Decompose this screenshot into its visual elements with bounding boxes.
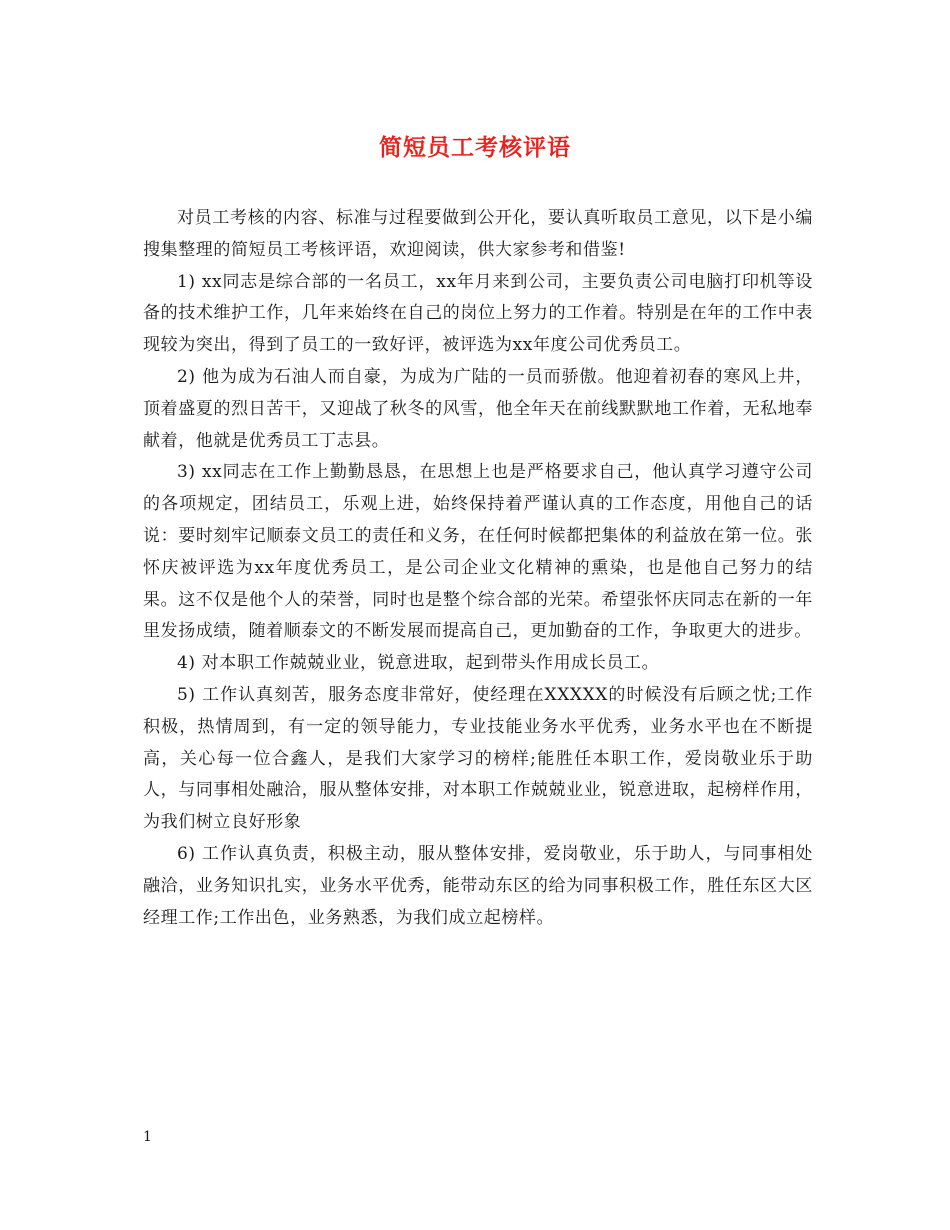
comment-paragraph-1: 1) xx同志是综合部的一名员工，xx年月来到公司，主要负责公司电脑打印机等设备的技术维护工作，几年来始终在自己的岗位上努力的工作着。特别是在年的工作中表现较为突出，得到了员工的一致好评，被评选为xx年度公司优秀员工。 xyxy=(143,271,813,356)
comment-paragraph-5: 5) 工作认真刻苦，服务态度非常好，使经理在XXXXX的时候没有后顾之忧;工作积极，热情周到，有一定的领导能力，专业技能业务水平优秀，业务水平也在不断提高，关心每一位合鑫人，是我们大家学习的榜样;能胜任本职工作，爱岗敬业乐于助人，与同事相处融洽，服从整体安排，对本职工作兢兢业业，锐意进取，起榜样作用，为我们树立良好形象 xyxy=(143,684,813,833)
comment-paragraph-4: 4) 对本职工作兢兢业业，锐意进取，起到带头作用成长员工。 xyxy=(177,653,660,674)
comment-paragraph-3: 3) xx同志在工作上勤勤恳恳，在思想上也是严格要求自己，他认真学习遵守公司的各项规定，团结员工，乐观上进，始终保持着严谨认真的工作态度，用他自己的话说：要时刻牢记顺泰文员工的责任和义务，在任何时候都把集体的利益放在第一位。张怀庆被评选为xx年度优秀员工，是公司企业文化精神的熏染，也是他自己努力的结果。这不仅是他个人的荣誉，同时也是整个综合部的光荣。希望张怀庆同志在新的一年里发扬成绩，随着顺泰文的不断发展而提高自己，更加勤奋的工作，争取更大的进步。 xyxy=(143,462,813,642)
comment-paragraph-2: 2) 他为成为石油人而自豪，为成为广陆的一员而骄傲。他迎着初春的寒风上井，顶着盛夏的烈日苦干，又迎战了秋冬的风雪，他全年天在前线默默地工作着，无私地奉献着，他就是优秀员工丁志县。 xyxy=(143,366,813,451)
comment-paragraph-6: 6) 工作认真负责，积极主动，服从整体安排，爱岗敬业，乐于助人，与同事相处融洽，业务知识扎实，业务水平优秀，能带动东区的给为同事积极工作，胜任东区大区经理工作;工作出色，业务熟悉，为我们成立起榜样。 xyxy=(143,843,813,928)
intro-paragraph: 对员工考核的内容、标准与过程要做到公开化，要认真听取员工意见，以下是小编搜集整理的简短员工考核评语，欢迎阅读，供大家参考和借鉴! xyxy=(143,208,813,260)
document-title: 简短员工考核评语 xyxy=(379,134,571,161)
document-body xyxy=(143,203,813,934)
page-number: 1 xyxy=(143,1129,152,1145)
